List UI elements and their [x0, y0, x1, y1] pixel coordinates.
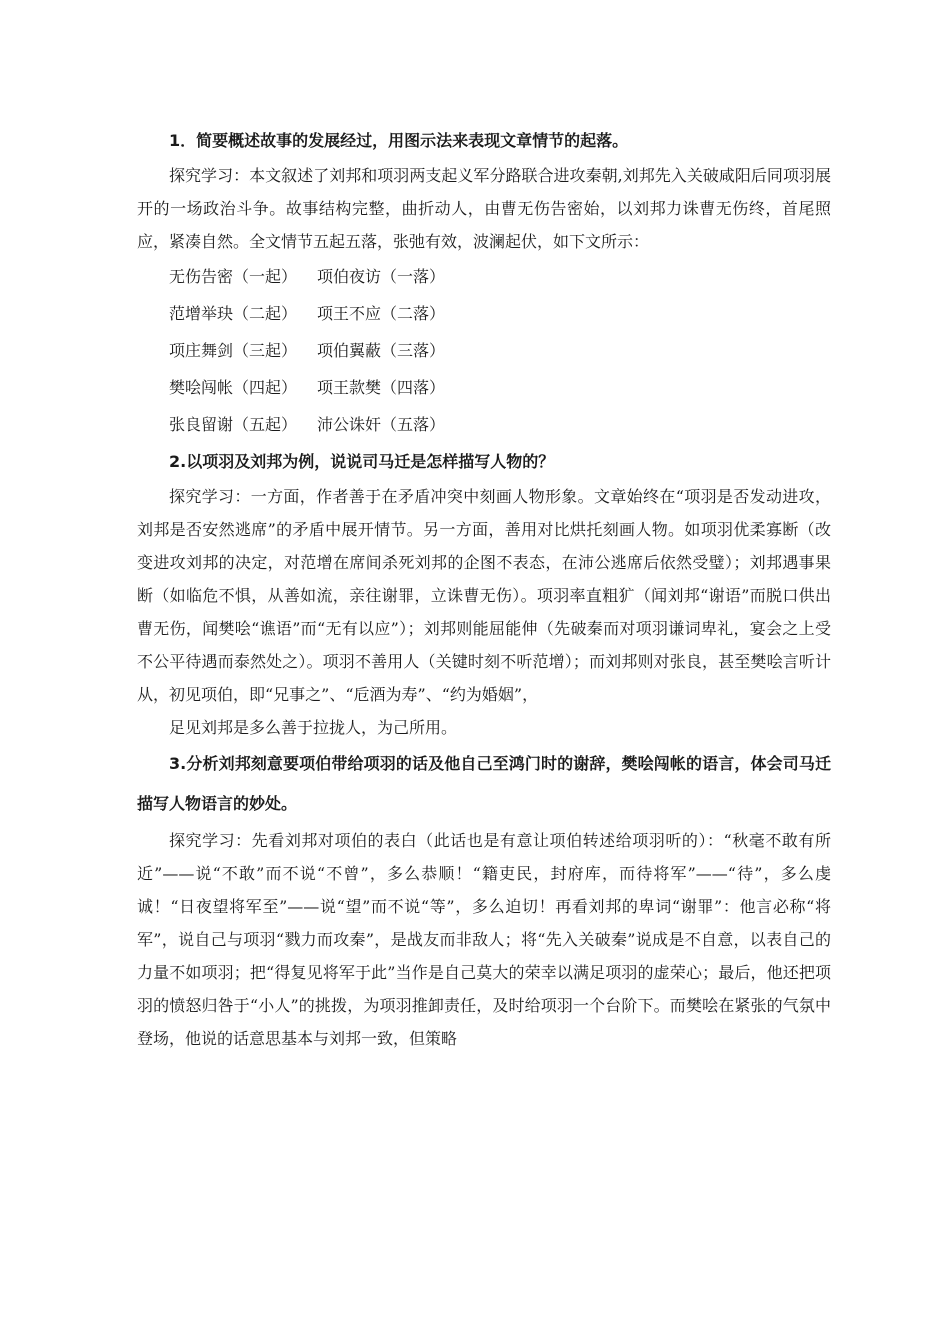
question-3-heading: 3.分析刘邦刻意要项伯带给项羽的话及他自己至鸿门时的谢辞，樊哙闯帐的语言，体会司马迁描写人物语言的妙处。 [137, 754, 831, 813]
plot-rise: 张良留谢（五起） [169, 415, 298, 434]
plot-row [137, 332, 831, 369]
plot-row [137, 295, 831, 332]
plot-rise: 范增举玦（二起） [169, 304, 298, 323]
plot-fall: 沛公诛奸（五落） [317, 415, 446, 434]
question-1-answer: 探究学习：本文叙述了刘邦和项羽两支起义军分路联合进攻秦朝,刘邦先入关破咸阳后同项羽展开的一场政治斗争。故事结构完整，曲折动人，由曹无伤告密始，以刘邦力诛曹无伤终，首尾照应，紧凑自然。全文情节五起五落，张弛有效，波澜起伏，如下文所示： [137, 166, 831, 251]
plot-row [137, 406, 831, 443]
plot-fall: 项王款樊（四落） [317, 378, 446, 397]
plot-rise: 无伤告密（一起） [169, 267, 298, 286]
plot-row [137, 258, 831, 295]
question-2-answer-conclusion: 足见刘邦是多么善于拉拢人，为己所用。 [169, 718, 458, 737]
plot-fall: 项伯翼蔽（三落） [317, 341, 446, 360]
question-1-heading: 1．简要概述故事的发展经过，用图示法来表现文章情节的起落。 [169, 131, 629, 150]
plot-rise: 樊哙闯帐（四起） [169, 378, 298, 397]
question-3-answer: 探究学习：先看刘邦对项伯的表白（此话也是有意让项伯转述给项羽听的）：“秋毫不敢有所近”——说“不敢”而不说“不曾”，多么恭顺！“籍吏民，封府库，而待将军”——“待”，多么虔诚！“日夜望将军至”——说“望”而不说“等”，多么迫切！再看刘邦的卑词“谢罪”：他言必称“将军”，说自己与项羽“戮力而攻秦”，是战友而非敌人；将“先入关破秦”说成是不自意，以表自己的力量不如项羽；把“得复见将军于此”当作是自己莫大的荣幸以满足项羽的虚荣心；最后，他还把项羽的愤怒归咎于“小人”的挑拨，为项羽推卸责任，及时给项羽一个台阶下。而樊哙在紧张的气氛中登场，他说的话意思基本与刘邦一致，但策略 [137, 831, 831, 1048]
plot-fall: 项伯夜访（一落） [317, 267, 446, 286]
plot-rise-fall-list [137, 258, 831, 443]
question-2-answer: 探究学习：一方面，作者善于在矛盾冲突中刻画人物形象。文章始终在“项羽是否发动进攻，刘邦是否安然逃席”的矛盾中展开情节。另一方面，善用对比烘托刻画人物。如项羽优柔寡断（改变进攻刘邦的决定，对范增在席间杀死刘邦的企图不表态，在沛公逃席后依然受璧）；刘邦遇事果断（如临危不惧，从善如流，亲往谢罪，立诛曹无伤）。项羽率直粗犷（闻刘邦“谢语”而脱口供出曹无伤，闻樊哙“谯语”而“无有以应”）；刘邦则能屈能伸（先破秦而对项羽谦词卑礼，宴会之上受不公平待遇而泰然处之）。项羽不善用人（关键时刻不听范增）；而刘邦则对张良，甚至樊哙言听计从，初见项伯，即“兄事之”、“卮酒为寿”、“约为婚姻”， [137, 487, 831, 704]
plot-rise: 项庄舞剑（三起） [169, 341, 298, 360]
plot-row [137, 369, 831, 406]
plot-fall: 项王不应（二落） [317, 304, 446, 323]
question-2-heading: 2.以项羽及刘邦为例，说说司马迁是怎样描写人物的？ [169, 452, 555, 471]
document-page [137, 122, 831, 1055]
